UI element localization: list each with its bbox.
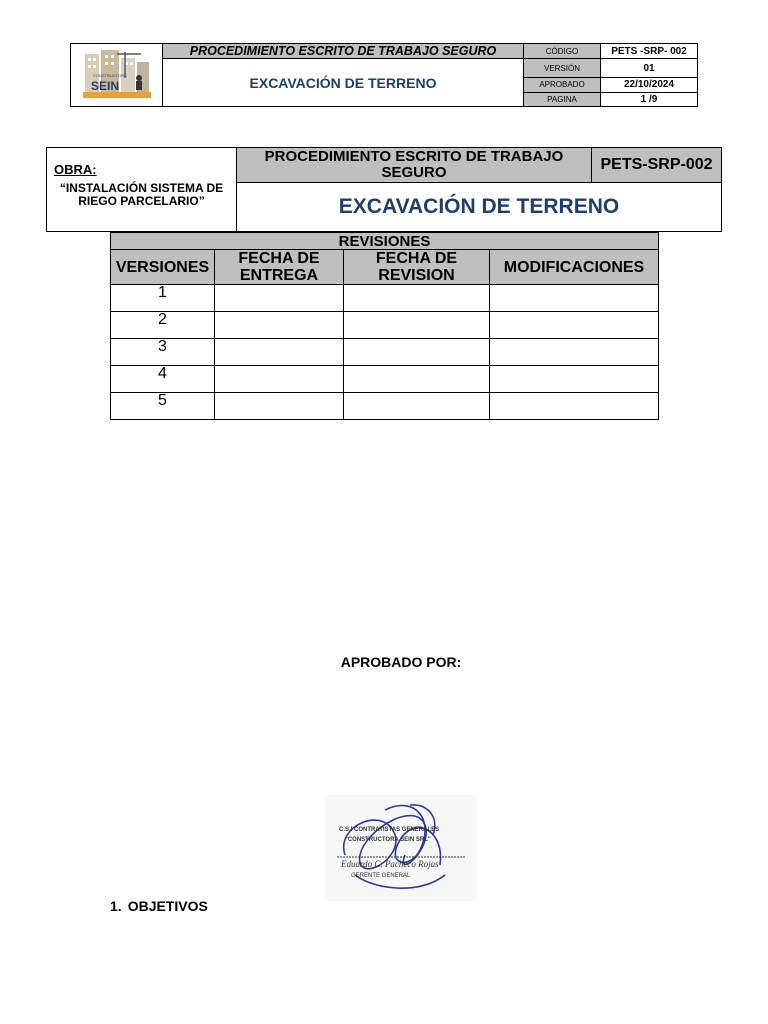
delivery-date	[215, 393, 344, 420]
obra-table	[46, 147, 722, 232]
code-label: CÓDIGO	[524, 44, 601, 59]
obra-description: “INSTALACIÓN SISTEMA DE RIEGO PARCELARIO”	[59, 181, 224, 208]
delivery-date	[215, 312, 344, 339]
delivery-date	[215, 285, 344, 312]
revision-date	[344, 393, 490, 420]
svg-text:C.S.I CONTRATISTAS GENERALES: C.S.I CONTRATISTAS GENERALES	[339, 827, 440, 833]
column-header: FECHA DE REVISION	[344, 250, 490, 285]
document-header	[70, 43, 698, 107]
section-title: OBJETIVOS	[127, 898, 208, 914]
column-header: FECHA DE ENTREGA	[215, 250, 344, 285]
table-row	[111, 285, 659, 312]
procedure-subject: EXCAVACIÓN DE TERRENO	[237, 183, 722, 232]
procedure-code: PETS-SRP-002	[592, 148, 722, 183]
table-row	[111, 366, 659, 393]
version-value: 01	[601, 59, 698, 78]
svg-text:GERENTE GENERAL: GERENTE GENERAL	[351, 873, 411, 879]
table-row	[111, 393, 659, 420]
delivery-date	[215, 339, 344, 366]
code-value: PETS -SRP- 002	[601, 44, 698, 59]
approved-label: APROBADO	[524, 78, 601, 92]
version-number: 5	[111, 393, 215, 420]
modifications	[490, 393, 659, 420]
delivery-date	[215, 366, 344, 393]
company-logo	[71, 44, 163, 107]
header-title: PROCEDIMIENTO ESCRITO DE TRABAJO SEGURO	[163, 44, 524, 59]
table-row	[111, 312, 659, 339]
svg-text:"CONSTRUCTORA SEIN SRL": "CONSTRUCTORA SEIN SRL"	[345, 837, 431, 843]
signature-stamp-icon	[325, 795, 477, 901]
revisions-table	[110, 232, 659, 420]
building-logo-icon	[81, 48, 153, 100]
svg-text:Eduardo C. Pacheco Rojas: Eduardo C. Pacheco Rojas	[341, 859, 439, 869]
modifications	[490, 285, 659, 312]
approved-by-label: APROBADO POR:	[340, 654, 462, 670]
version-number: 2	[111, 312, 215, 339]
column-header: MODIFICACIONES	[490, 250, 659, 285]
revision-date	[344, 366, 490, 393]
section-number: 1.	[110, 898, 122, 914]
modifications	[490, 366, 659, 393]
obra-label: OBRA:	[54, 162, 97, 177]
procedure-title: PROCEDIMIENTO ESCRITO DE TRABAJO SEGURO	[237, 148, 592, 183]
version-number: 3	[111, 339, 215, 366]
modifications	[490, 312, 659, 339]
version-label: VERSIÓN	[524, 59, 601, 78]
column-header: VERSIONES	[111, 250, 215, 285]
revision-date	[344, 285, 490, 312]
page-label: PAGINA	[524, 92, 601, 106]
version-number: 4	[111, 366, 215, 393]
svg-text:SEIN: SEIN	[90, 79, 119, 93]
modifications	[490, 339, 659, 366]
table-row	[111, 339, 659, 366]
obra-cell	[47, 148, 237, 232]
approved-value: 22/10/2024	[601, 78, 698, 92]
svg-text:CONSTRUCTORA: CONSTRUCTORA	[92, 73, 127, 78]
version-number: 1	[111, 285, 215, 312]
page-value: 1 /9	[601, 92, 698, 106]
revision-date	[344, 339, 490, 366]
section-heading	[110, 898, 208, 914]
revisions-title: REVISIONES	[111, 233, 659, 250]
header-subtitle: EXCAVACIÓN DE TERRENO	[163, 59, 524, 107]
revision-date	[344, 312, 490, 339]
